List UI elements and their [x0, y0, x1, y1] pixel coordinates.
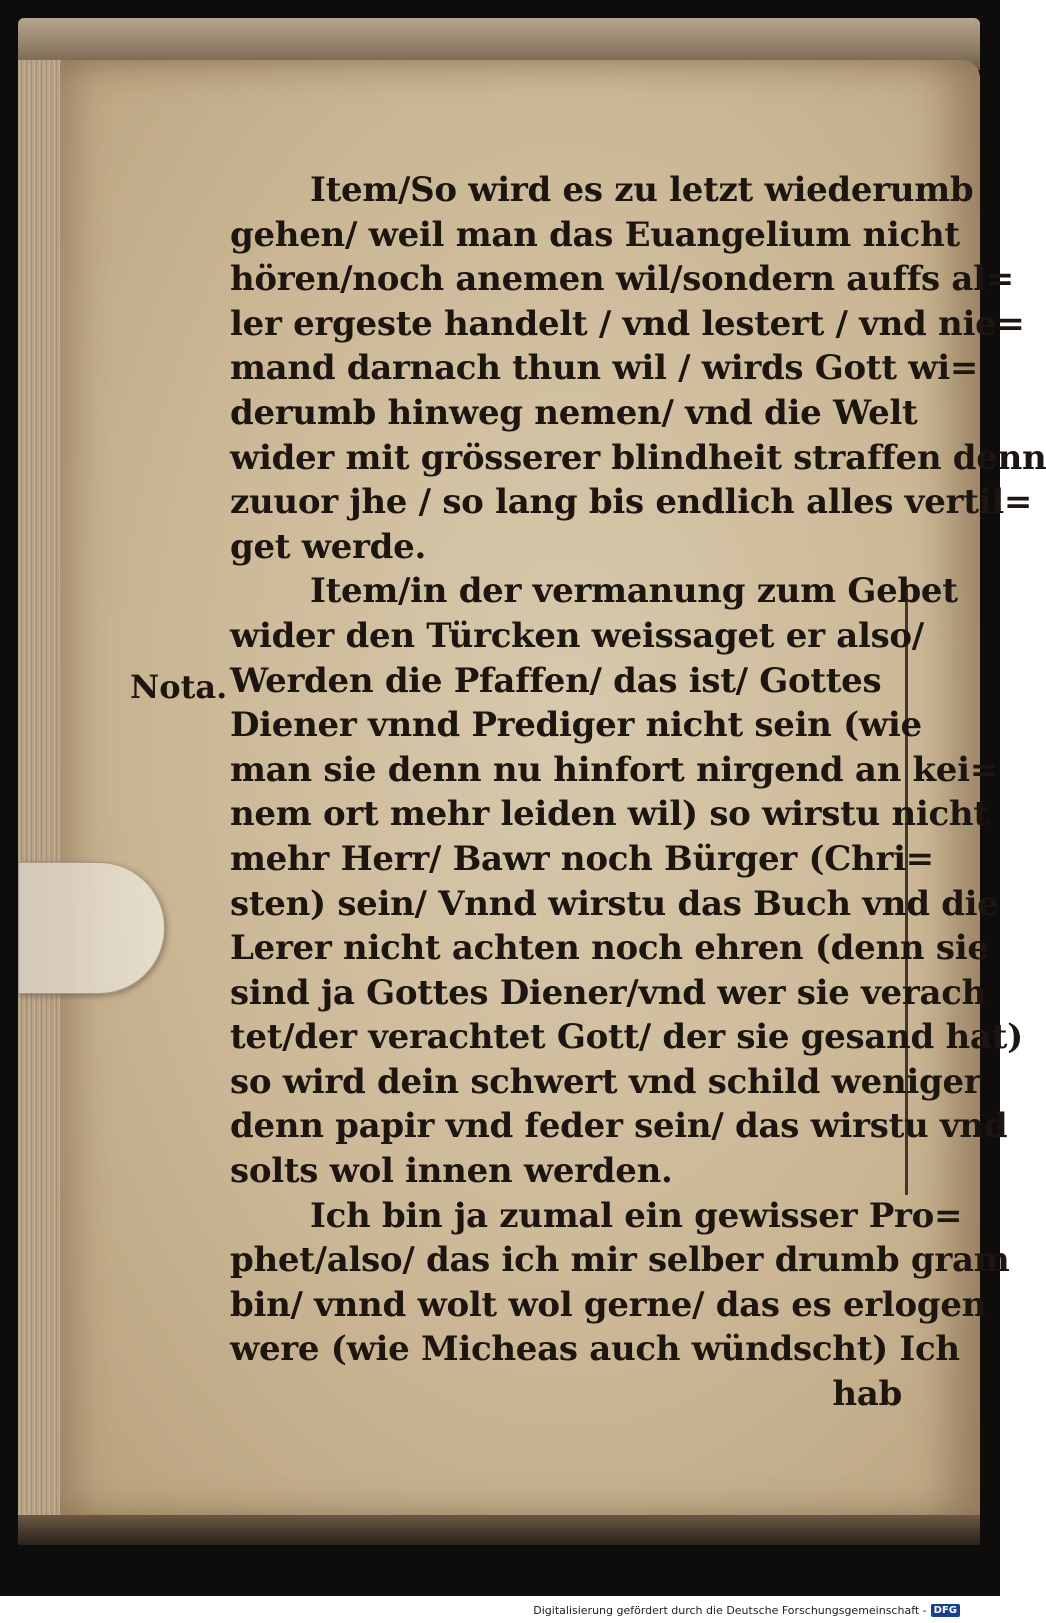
text-line: derumb hinweg nemen/ vnd die Welt — [230, 392, 918, 433]
text-line: get werde. — [230, 526, 427, 567]
text-line: wider mit grösserer blindheit straffen denn — [230, 437, 1046, 478]
text-line: phet/also/ das ich mir selber drumb gram — [230, 1240, 1010, 1281]
margin-note: Nota. — [130, 668, 228, 706]
text-line: were (wie Micheas auch wündscht) Ich — [230, 1329, 960, 1370]
credit-text: Digitalisierung gefördert durch die Deutsche Forschungsgemeinschaft - — [533, 1604, 927, 1617]
book-bottom-shadow — [18, 1515, 980, 1545]
text-line: Lerer nicht achten noch ehren (denn sie — [230, 928, 989, 969]
text-line: so wird dein schwert vnd schild weniger — [230, 1061, 982, 1102]
text-line: mehr Herr/ Bawr noch Bürger (Chri= — [230, 838, 934, 879]
text-line: nem ort mehr leiden wil) so wirstu nicht — [230, 794, 989, 835]
text-line: bin/ vnnd wolt wol gerne/ das es erlogen — [230, 1284, 987, 1325]
text-line: Werden die Pfaffen/ das ist/ Gottes — [230, 660, 882, 701]
text-line: ler ergeste handelt / vnd lestert / vnd nie= — [230, 303, 1025, 344]
text-line: hab — [832, 1374, 902, 1415]
text-line: gehen/ weil man das Euangelium nicht — [230, 214, 960, 255]
text-line: sind ja Gottes Diener/vnd wer sie verach — [230, 972, 987, 1013]
text-line: solts wol innen werden. — [230, 1151, 673, 1192]
text-line: hören/noch anemen wil/sondern auffs al= — [230, 259, 1014, 300]
text-line: Item/in der vermanung zum Gebet — [310, 571, 958, 612]
text-line: zuuor jhe / so lang bis endlich alles vertil= — [230, 482, 1033, 523]
page-clip — [18, 862, 165, 994]
text-line: Item/So wird es zu letzt wiederumb — [310, 170, 974, 210]
text-line: Ich bin ja zumal ein gewisser Pro= — [310, 1195, 963, 1236]
page-text-block — [230, 168, 1046, 1417]
text-line: tet/der verachtet Gott/ der sie gesand hat) — [230, 1017, 1023, 1058]
text-line: man sie denn nu hinfort nirgend an kei= — [230, 749, 998, 790]
text-line: mand darnach thun wil / wirds Gott wi= — [230, 348, 979, 389]
footer-credit — [533, 1604, 960, 1617]
text-line: sten) sein/ Vnnd wirstu das Buch vnd die — [230, 883, 999, 924]
text-line: wider den Türcken weissaget er also/ — [230, 615, 924, 656]
dfg-logo: DFG — [931, 1604, 960, 1617]
text-line: Diener vnnd Prediger nicht sein (wie — [230, 705, 922, 746]
text-line: denn papir vnd feder sein/ das wirstu vnd — [230, 1106, 1008, 1147]
